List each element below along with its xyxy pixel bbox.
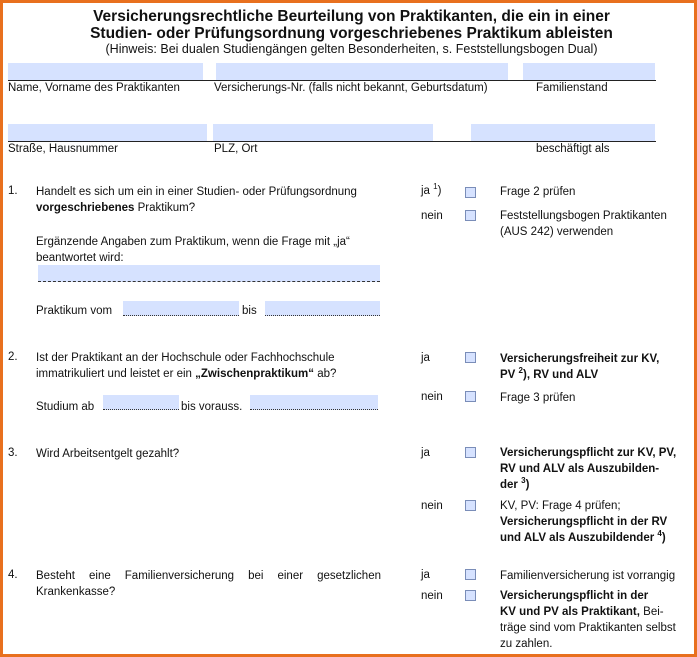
study-from-input[interactable] — [103, 395, 179, 410]
street-label: Straße, Hausnummer — [8, 143, 118, 155]
question-3-yes-result-c: der — [500, 479, 518, 491]
question-3-yes-result-d: ) — [525, 479, 530, 491]
question-3-no-result-c: und ALV als Auszubildender — [500, 532, 655, 544]
question-4-yes-result: Familienversicherung ist vorrangig — [500, 570, 676, 582]
question-2-text-bold: „Zwischenpraktikum“ — [195, 367, 315, 380]
question-4-no-label: nein — [421, 590, 443, 602]
question-1-yes-footnote: 1 — [433, 182, 438, 192]
study-from-label: Studium ab — [36, 401, 95, 413]
family-status-input[interactable] — [523, 63, 655, 80]
question-1-yes-label — [421, 182, 442, 197]
question-3-no-result-b: Versicherungspflicht in der RV — [500, 516, 668, 528]
question-3-number: 3. — [8, 447, 18, 459]
question-3-no-result — [500, 498, 667, 546]
question-3-no-checkbox[interactable] — [465, 500, 476, 511]
question-1-extra-a: Ergänzende Angaben zum Praktikum, wenn die Frage mit „ja“ — [36, 236, 350, 248]
question-3-yes-result-b: RV und ALV als Auszubilden- — [500, 463, 660, 475]
question-1-extra — [36, 235, 381, 266]
question-2-text-c: ab? — [314, 367, 337, 380]
question-1-number: 1. — [8, 185, 18, 197]
row-2-rule — [8, 141, 656, 142]
question-2-yes-footnote: 2 — [518, 366, 523, 376]
question-4-no-result-a: Versicherungspflicht in der — [500, 590, 649, 602]
question-2-number: 2. — [8, 351, 18, 363]
question-4-no-result-e: zu zahlen. — [500, 638, 553, 650]
form-title-line-1: Versicherungsrechtliche Beurteilung von Praktikanten, die ein in einer — [93, 8, 610, 25]
question-1-text-bold: vorgeschriebenes — [36, 201, 135, 214]
question-3-yes-checkbox[interactable] — [465, 447, 476, 458]
street-input[interactable] — [8, 124, 207, 141]
question-1-no-result-a: Feststellungsbogen Praktikanten — [500, 210, 667, 222]
city-label: PLZ, Ort — [214, 143, 258, 155]
question-3-yes-footnote: 3 — [521, 476, 526, 486]
question-1-yes-text: ja — [421, 185, 430, 197]
name-label: Name, Vorname des Praktikanten — [8, 82, 180, 94]
question-1-no-result — [500, 208, 667, 240]
study-to-input[interactable] — [250, 395, 378, 410]
question-2-yes-result-b: PV — [500, 369, 516, 381]
question-2-yes-checkbox[interactable] — [465, 352, 476, 363]
question-4-text — [36, 569, 381, 600]
internship-from-label: Praktikum vom — [36, 305, 113, 317]
question-1-no-result-b: (AUS 242) verwenden — [500, 226, 614, 238]
question-4-no-result-b: KV und PV als Praktikant, — [500, 606, 640, 618]
question-1-details-input[interactable] — [38, 265, 380, 282]
question-3-no-footnote: 4 — [657, 529, 662, 539]
internship-from-input[interactable] — [123, 301, 239, 316]
city-input[interactable] — [213, 124, 433, 141]
employed-as-input[interactable] — [471, 124, 655, 141]
form-hint: (Hinweis: Bei dualen Studiengängen gelten Besonderheiten, s. Feststellungsbogen Dual) — [105, 42, 598, 56]
insurance-number-label: Versicherungs-Nr. (falls nicht bekannt, Geburtsdatum) — [214, 82, 488, 94]
study-to-label: bis vorauss. — [181, 401, 243, 413]
question-3-yes-result — [500, 445, 676, 493]
question-1-text-c: Praktikum? — [134, 201, 196, 214]
question-2-yes-result — [500, 351, 659, 383]
question-3-no-label: nein — [421, 500, 443, 512]
form-title-line-2: Studien- oder Prüfungsordnung vorgeschriebenes Praktikum ableisten — [90, 25, 613, 42]
question-4-no-result-d: träge sind vom Praktikanten selbst — [500, 622, 676, 634]
question-4-number: 4. — [8, 569, 18, 581]
name-input[interactable] — [8, 63, 203, 80]
employed-as-label: beschäftigt als — [536, 143, 610, 155]
question-1-extra-b: beantwortet wird: — [36, 251, 124, 264]
question-4-no-result — [500, 588, 676, 652]
internship-to-label: bis — [242, 305, 257, 317]
question-2-text-b: immatrikuliert und leistet er ein — [36, 367, 196, 380]
question-4-no-result-c: Bei- — [639, 606, 664, 618]
internship-to-input[interactable] — [265, 301, 380, 316]
question-1-text — [36, 185, 378, 216]
question-2-no-result: Frage 3 prüfen — [500, 392, 576, 404]
question-3-no-result-d: ) — [661, 532, 666, 544]
question-2-text — [36, 351, 381, 382]
question-2-yes-result-c: ), RV und ALV — [523, 369, 599, 381]
question-2-text-a: Ist der Praktikant an der Hochschule oder Fachhochschule — [36, 352, 335, 364]
question-2-no-checkbox[interactable] — [465, 391, 476, 402]
question-4-text-a: Besteht eine Familienversicherung bei einer gesetzlichen — [36, 570, 381, 582]
question-1-yes-result: Frage 2 prüfen — [500, 186, 576, 198]
question-3-text: Wird Arbeitsentgelt gezahlt? — [36, 448, 180, 460]
question-3-no-result-a: KV, PV: Frage 4 prüfen; — [500, 500, 621, 512]
question-2-no-label: nein — [421, 391, 443, 403]
insurance-number-input[interactable] — [216, 63, 508, 80]
question-4-no-checkbox[interactable] — [465, 590, 476, 601]
question-3-yes-result-a: Versicherungspflicht zur KV, PV, — [500, 447, 677, 459]
family-status-label: Familienstand — [536, 82, 608, 94]
question-1-yes-checkbox[interactable] — [465, 187, 476, 198]
row-1-rule — [8, 80, 656, 81]
question-2-yes-label: ja — [421, 352, 430, 364]
question-4-yes-checkbox[interactable] — [465, 569, 476, 580]
question-4-yes-label: ja — [421, 569, 430, 581]
question-3-yes-label: ja — [421, 447, 430, 459]
question-1-text-a: Handelt es sich um ein in einer Studien- oder Prüfungsordnung — [36, 186, 357, 198]
question-1-no-label: nein — [421, 210, 443, 222]
question-4-text-b: Krankenkasse? — [36, 585, 116, 598]
question-1-yes-paren: ) — [437, 185, 442, 197]
question-2-yes-result-a: Versicherungsfreiheit zur KV, — [500, 353, 660, 365]
question-1-no-checkbox[interactable] — [465, 210, 476, 221]
